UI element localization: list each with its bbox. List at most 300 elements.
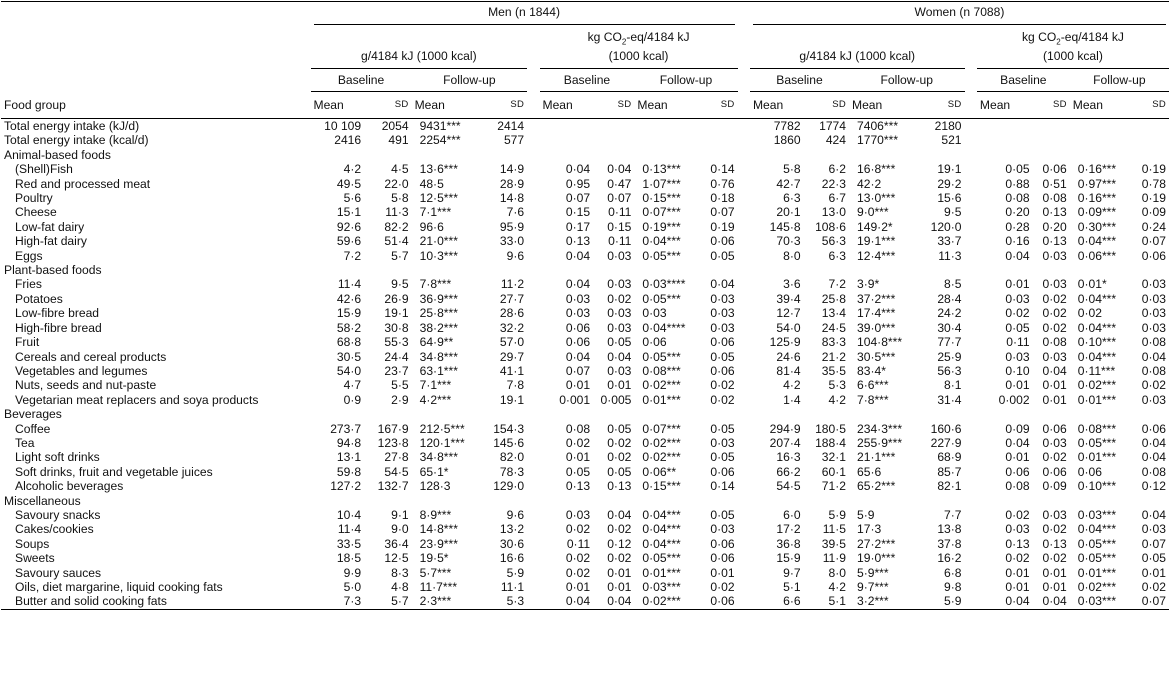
mean-value: 0·02	[565, 435, 591, 450]
sd-value: 0·08	[1042, 191, 1067, 206]
sd-value: 0·06	[710, 536, 735, 551]
spacer-cell	[527, 364, 539, 378]
empty-cell	[593, 407, 634, 421]
food-group-header: Food group	[1, 92, 311, 119]
mean-value: 0·16***	[1077, 162, 1117, 177]
mean-value: 7·8***	[419, 277, 452, 292]
category-label: Animal-based foods	[4, 147, 111, 162]
mean-value: 0·17	[565, 219, 591, 234]
spacer-cell	[527, 551, 539, 565]
men-co2-followup: Follow-up	[634, 69, 737, 92]
mean-value: 0·20	[1005, 205, 1030, 220]
spacer-cell	[527, 292, 539, 306]
sd-value: 31·4	[937, 392, 962, 407]
sd-value: 26·9	[384, 291, 409, 306]
mean-value: 0·06	[565, 335, 591, 350]
empty-cell	[696, 407, 737, 421]
spacer-cell	[965, 350, 977, 364]
header-row-sex	[1, 2, 1169, 27]
table-row	[1, 191, 1169, 205]
sd-value: 8·1	[944, 378, 962, 393]
sd-value: 71·2	[821, 479, 846, 494]
empty-cell	[1033, 263, 1070, 277]
empty-cell	[1070, 263, 1132, 277]
empty-cell	[1132, 494, 1169, 508]
mean-value: 3·2***	[849, 594, 918, 609]
sd-value: 78·3	[499, 464, 525, 479]
table-row	[1, 422, 1169, 436]
table-row	[1, 205, 1169, 219]
spacer-cell	[527, 148, 539, 162]
mean-value: 21·0***	[419, 234, 458, 249]
mean-value	[540, 133, 594, 147]
sd-value: 0·07	[1141, 234, 1166, 249]
spacer-cell	[965, 335, 977, 349]
sd-value: 0·07	[1141, 536, 1166, 551]
mean-value: 58·2	[336, 320, 362, 335]
mean-value: 0·04	[1005, 435, 1030, 450]
mean-value: 0·01*	[1077, 277, 1107, 292]
mean-value: 0·02	[565, 565, 591, 580]
food-group-label: Savoury sauces	[15, 565, 102, 580]
sd-value: 19·1	[499, 392, 525, 407]
empty-cell	[634, 494, 696, 508]
mean-value: 12·5***	[419, 191, 458, 206]
mean-value: 0·13	[565, 234, 591, 249]
mean-value: 27·2***	[857, 536, 896, 551]
spacer-cell	[527, 393, 539, 407]
mean-value: 0·16***	[1077, 191, 1117, 206]
food-group-label: Tea	[15, 435, 35, 450]
mean-value: 25·8***	[419, 306, 458, 321]
mean-value: 54·5	[776, 479, 801, 494]
sd-value: 0·09	[1042, 479, 1067, 494]
mean-value: 39·4	[776, 291, 801, 306]
sd-value: 13·4	[821, 306, 846, 321]
mean-value: 36·9***	[419, 291, 458, 306]
mean-value	[977, 119, 1033, 134]
mean-value: 0·04	[565, 277, 591, 292]
mean-value: 0·02	[1005, 507, 1030, 522]
mean-value: 0·04	[540, 594, 594, 609]
sd-value: 14·8	[499, 191, 525, 206]
spacer-cell	[965, 465, 977, 479]
category-label: Plant-based foods	[4, 263, 102, 278]
mean-value: 0·02***	[1077, 580, 1117, 594]
spacer-cell	[527, 119, 539, 134]
food-group-label: Coffee	[15, 421, 51, 436]
table-row	[1, 436, 1169, 450]
spacer-cell	[527, 249, 539, 263]
empty-cell	[1070, 407, 1132, 421]
mean-value: 65·1*	[419, 464, 449, 479]
sd-value: 0·06	[710, 234, 735, 249]
empty-cell	[1033, 407, 1070, 421]
mean-value: 54·0	[336, 363, 362, 378]
mean-value: 49·5	[336, 176, 362, 191]
table-row	[1, 133, 1169, 147]
sd-value: 2414	[497, 119, 525, 133]
food-group-label: Soft drinks, fruit and vegetable juices	[15, 464, 213, 479]
mean-value: 0·02***	[1077, 378, 1117, 393]
sd-value: 0·02	[710, 378, 735, 393]
sd-value: 0·13	[1042, 536, 1067, 551]
sd-value: 6·3	[828, 248, 846, 263]
sd-value: 0·02	[710, 580, 735, 594]
sd-value: 0·02	[1141, 378, 1166, 393]
food-group-label: Low-fibre bread	[15, 306, 100, 321]
mean-value: 5·6	[343, 191, 362, 206]
food-group-label: Total energy intake (kcal/d)	[4, 133, 149, 148]
spacer-cell	[965, 162, 977, 176]
sd-value: 5·9	[828, 507, 846, 522]
spacer-cell	[527, 263, 539, 277]
mean-value: 0·13	[1005, 536, 1030, 551]
food-group-label: Alcoholic beverages	[15, 479, 124, 494]
sd-value: 4·2	[828, 580, 846, 594]
table-row	[1, 479, 1169, 493]
mean-value: 0·01	[1005, 378, 1030, 393]
mean-value: 34·8***	[419, 349, 458, 364]
mean-value: 7·1***	[419, 205, 452, 220]
food-group-label: Vegetables and legumes	[15, 363, 148, 378]
spacer-cell	[738, 407, 750, 421]
spacer-cell	[965, 205, 977, 219]
empty-cell	[364, 263, 411, 277]
sd-value: 0·03	[1042, 277, 1067, 292]
sd-value: 0·05	[607, 421, 632, 436]
sd-value: 0·11	[608, 205, 632, 220]
mean-value: 19·0***	[857, 551, 896, 566]
sd-value: 39·5	[821, 536, 846, 551]
mean-value: 0·08***	[642, 363, 681, 378]
mean-value: 0·04***	[642, 234, 681, 249]
sd-value: 24·4	[384, 349, 409, 364]
mean-value: 23·9***	[419, 536, 458, 551]
sd-value: 13·0	[821, 205, 846, 220]
empty-cell	[1132, 263, 1169, 277]
sd-value: 19·1	[937, 162, 962, 177]
spacer-cell	[738, 177, 750, 191]
mean-value: 94·8	[336, 435, 362, 450]
sd-value: 7·6	[506, 205, 525, 220]
sd-value: 0·01	[1042, 378, 1067, 393]
sd-value: 0·02	[607, 435, 632, 450]
spacer-cell	[965, 522, 977, 536]
table-row	[1, 277, 1169, 291]
mean-value: 0·01	[565, 580, 591, 594]
sd-value: 0·03	[1042, 507, 1067, 522]
table-row	[1, 508, 1169, 522]
sd-value: 8·0	[828, 565, 846, 580]
sd-value: 0·04	[607, 349, 632, 364]
mean-value: 0·06	[565, 320, 591, 335]
sd-value: 0·08	[1141, 363, 1166, 378]
spacer-cell	[527, 407, 539, 421]
spacer-cell	[527, 594, 539, 609]
mean-value: 0·05***	[642, 349, 681, 364]
mean-value: 0·15	[565, 205, 591, 220]
mean-header: Mean	[311, 92, 365, 119]
sd-value: 32·1	[821, 450, 846, 465]
sd-value: 28·9	[499, 176, 525, 191]
sd-value: 5·1	[804, 594, 849, 609]
empty-cell	[540, 263, 594, 277]
spacer-cell	[738, 191, 750, 205]
table-row	[1, 378, 1169, 392]
empty-cell	[696, 494, 737, 508]
mean-value: 0·05	[1005, 162, 1030, 177]
mean-header: Mean	[540, 92, 594, 119]
sd-value: 0·04	[1141, 349, 1166, 364]
sd-value: 5·3	[481, 594, 527, 609]
sd-value: 0·03	[710, 320, 735, 335]
mean-value: 0·04***	[1077, 522, 1117, 537]
spacer-cell	[738, 580, 750, 594]
sd-value: 24·2	[937, 306, 962, 321]
mean-value: 8·9***	[419, 507, 452, 522]
sd-value: 0·02	[1042, 320, 1067, 335]
mean-value: 0·05	[1005, 320, 1030, 335]
sd-value	[593, 119, 634, 134]
empty-cell	[412, 407, 481, 421]
sd-value: 56·3	[821, 234, 846, 249]
empty-cell	[540, 494, 594, 508]
men-co2-unit: kg $CO_2-eq/4184$ kJ (1000 kcal)	[540, 26, 738, 69]
category-row	[1, 407, 1169, 421]
mean-value: 4·2	[783, 378, 801, 393]
mean-value: 83·4*	[857, 363, 886, 378]
sd-value: 30·6	[499, 536, 525, 551]
food-group-label: High-fibre bread	[15, 320, 102, 335]
sd-value: 1774	[819, 119, 846, 133]
mean-value: 59·8	[336, 464, 362, 479]
mean-value: 0·06	[642, 335, 667, 350]
table-row	[1, 162, 1169, 176]
sd-value: 0·03	[1042, 248, 1067, 263]
empty-cell	[849, 148, 918, 162]
mean-value: 7406***	[857, 119, 899, 133]
mean-header: Mean	[750, 92, 804, 119]
mean-value: 0·11	[1006, 335, 1030, 350]
sd-value: 68·9	[937, 450, 962, 465]
sd-value: 6·8	[944, 565, 962, 580]
spacer-cell	[527, 436, 539, 450]
spacer-cell	[738, 306, 750, 320]
empty-cell	[750, 407, 804, 421]
spacer-cell	[738, 205, 750, 219]
table-row	[1, 321, 1169, 335]
mean-value: 10·4	[336, 507, 362, 522]
sd-value: 82·1	[937, 479, 962, 494]
empty-cell	[849, 407, 918, 421]
sd-value: 16·2	[937, 551, 962, 566]
mean-value: 17·2	[776, 522, 801, 537]
sd-header: SD	[593, 92, 634, 119]
empty-cell	[593, 148, 634, 162]
sd-header: SD	[481, 92, 527, 119]
mean-value	[977, 133, 1033, 147]
sd-value: 33·0	[499, 234, 525, 249]
spacer-cell	[738, 133, 750, 147]
sd-value	[696, 133, 737, 147]
sd-value: 6·7	[828, 191, 846, 206]
sd-value: 9·1	[391, 507, 409, 522]
mean-value: 2416	[334, 133, 362, 148]
mean-value: 0·001	[559, 392, 591, 407]
women-g-followup: Follow-up	[849, 69, 965, 92]
nutrition-co2-table	[1, 1, 1169, 610]
mean-value: 5·8	[783, 162, 801, 177]
mean-value: 38·2***	[419, 320, 458, 335]
sd-value: 0·03	[1141, 320, 1166, 335]
empty-cell	[849, 263, 918, 277]
mean-value: 11·4	[337, 522, 362, 537]
category-row	[1, 494, 1169, 508]
category-label: Beverages	[4, 407, 62, 422]
empty-cell	[364, 148, 411, 162]
mean-value: 255·9***	[857, 435, 903, 450]
mean-value: 0·03	[565, 507, 591, 522]
sd-value: 41·1	[499, 363, 525, 378]
header-row-stats	[1, 92, 1169, 119]
mean-value: 0·04***	[1077, 320, 1117, 335]
food-group-label: Sweets	[15, 551, 55, 566]
sd-value: 0·06	[1042, 421, 1067, 436]
sd-value: 13·8	[937, 522, 962, 537]
sd-value: 37·8	[937, 536, 962, 551]
sd-value: 7·8	[506, 378, 525, 393]
sd-value: 4·2	[828, 392, 846, 407]
sd-value: 5·3	[828, 378, 846, 393]
empty-cell	[1033, 148, 1070, 162]
empty-cell	[540, 148, 594, 162]
table-row	[1, 551, 1169, 565]
empty-cell	[1132, 407, 1169, 421]
sd-value: 0·78	[1141, 176, 1166, 191]
sd-value: 0·03	[710, 291, 735, 306]
sd-value: 11·3	[938, 248, 962, 263]
spacer-cell	[965, 133, 977, 147]
mean-value: 0·06	[1077, 464, 1102, 479]
sd-value: 0·01	[1042, 580, 1067, 594]
empty-cell	[750, 148, 804, 162]
empty-cell	[593, 494, 634, 508]
empty-cell	[696, 263, 737, 277]
empty-cell	[918, 148, 964, 162]
spacer-cell	[738, 551, 750, 565]
sd-value: 14·9	[499, 162, 525, 177]
sd-value: 0·13	[607, 479, 632, 494]
spacer-cell	[965, 422, 977, 436]
sd-value: 0·03	[1141, 291, 1166, 306]
mean-value: 30·5	[336, 349, 362, 364]
spacer-cell	[738, 162, 750, 176]
empty-cell	[634, 407, 696, 421]
mean-value: 0·01	[1005, 565, 1030, 580]
mean-value: 34·8***	[419, 450, 458, 465]
mean-value: 0·02	[565, 522, 591, 537]
table-row	[1, 537, 1169, 551]
spacer-cell	[965, 450, 977, 464]
sd-value: 36·4	[384, 536, 409, 551]
mean-value: 13·0***	[857, 191, 896, 206]
sd-value: 0·12	[607, 536, 632, 551]
empty-cell	[540, 407, 594, 421]
sd-value: 160·6	[930, 421, 962, 436]
spacer-cell	[965, 494, 977, 508]
sd-value: 0·03	[710, 522, 735, 537]
sd-value: 0·02	[1042, 291, 1067, 306]
spacer-cell	[738, 292, 750, 306]
table-row	[1, 249, 1169, 263]
spacer-cell	[527, 306, 539, 320]
spacer-cell	[738, 119, 750, 134]
sd-value: 0·76	[710, 176, 735, 191]
mean-value: 0·05***	[642, 291, 681, 306]
spacer-cell	[738, 277, 750, 291]
mean-value	[1070, 133, 1132, 147]
sd-value: 0·03	[607, 320, 632, 335]
mean-value: 13·1	[336, 450, 362, 465]
mean-value: 14·8***	[419, 522, 458, 537]
mean-value: 0·02	[1005, 306, 1030, 321]
sd-value: 30·8	[384, 320, 409, 335]
mean-value: 65·6	[857, 464, 882, 479]
mean-value: 0·15***	[642, 191, 681, 206]
sd-value: 0·01	[710, 565, 735, 580]
sd-value: 123·8	[377, 435, 409, 450]
mean-value: 0·04***	[1077, 234, 1117, 249]
sd-value: 0·06	[1141, 421, 1166, 436]
empty-cell	[412, 148, 481, 162]
sd-value: 577	[503, 133, 525, 148]
sd-value: 0·01	[607, 580, 632, 594]
sd-value: 51·4	[384, 234, 409, 249]
category-row	[1, 263, 1169, 277]
sd-value: 9·6	[506, 248, 525, 263]
food-group-label: Cheese	[15, 205, 57, 220]
mean-value: 65·2***	[857, 479, 896, 494]
spacer-cell	[527, 522, 539, 536]
spacer-cell	[965, 364, 977, 378]
mean-value: 0·01	[1005, 580, 1030, 594]
sd-value: 0·19	[710, 219, 735, 234]
mean-value: 42·7	[776, 176, 801, 191]
mean-value: 10 109	[324, 119, 362, 133]
table-row	[1, 177, 1169, 191]
mean-value: 1860	[773, 133, 801, 148]
mean-value: 0·04	[1005, 248, 1030, 263]
sd-value: 11·9	[822, 551, 846, 566]
sd-value: 0·04	[593, 594, 634, 609]
sd-value: 0·02	[607, 551, 632, 566]
sd-value: 7·2	[828, 277, 846, 292]
sd-value: 12·5	[384, 551, 409, 566]
mean-value: 19·1***	[857, 234, 896, 249]
mean-value: 15·9	[776, 551, 801, 566]
mean-value: 0·04***	[1077, 291, 1117, 306]
women-co2-baseline: Baseline	[977, 69, 1070, 92]
sd-value: 19·1	[384, 306, 409, 321]
sd-value: 29·2	[937, 176, 962, 191]
mean-value: 7782	[773, 119, 801, 133]
mean-value: 13·6***	[419, 162, 458, 177]
sd-value: 6·2	[828, 162, 846, 177]
mean-value: 11·7***	[419, 580, 458, 594]
mean-value: 0·05	[565, 464, 591, 479]
mean-value: 42·2	[857, 176, 882, 191]
